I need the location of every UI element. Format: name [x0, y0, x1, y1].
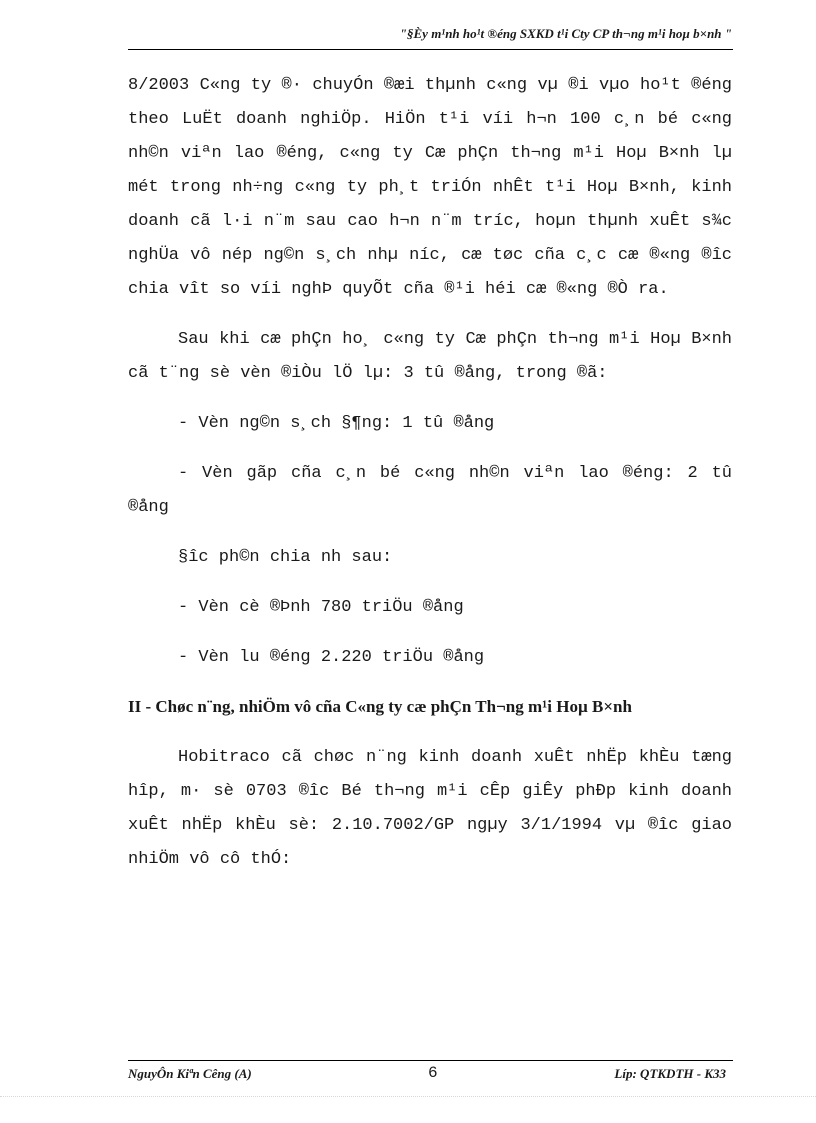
body-text [128, 69, 732, 893]
page-bottom-border [0, 1096, 816, 1097]
list-item-employee-capital: - Vèn gãp cña c¸n bé c«ng nh©n viªn lao ®éng: 2 tû ®ång [128, 464, 732, 517]
running-footer [128, 1066, 732, 1086]
footer-author: NguyÔn Kiªn Cêng (A) [128, 1066, 252, 1081]
page-number: 6 [428, 1064, 438, 1082]
header-rule [128, 49, 733, 50]
paragraph-1: 8/2003 C«ng ty ®· chuyÓn ®æi thµnh c«ng vµ ®i vµo ho¹t ®éng theo LuËt doanh nghiÖp. HiÖn t¹i víi h¬n 100 c¸n bé c«ng nh©n viªn lao ®éng, c«ng ty Cæ phÇn th¬ng m¹i Hoµ B×nh lµ mét trong nh÷ng c«ng ty ph¸t triÓn nhÊt t¹i Hoµ B×nh, kinh doanh cã l·i n¨m sau cao h¬n n¨m tríc, hoµn thµnh xuÊt s¾c nghÜa vô nép ng©n s¸ch nhµ níc, cæ tøc cña c¸c cæ ®«ng ®îc chia vît so víi nghÞ quyÕt cña ®¹i héi cæ ®«ng ®Ò ra. [128, 76, 732, 299]
distribution-intro: §îc ph©n chia nh sau: [178, 548, 393, 567]
list-item-working-capital: - Vèn lu ®éng 2.220 triÖu ®ång [178, 648, 485, 667]
footer-rule [128, 1060, 733, 1061]
paragraph-2: Sau khi cæ phÇn ho¸ c«ng ty Cæ phÇn th¬ng m¹i Hoµ B×nh cã t¨ng sè vèn ®iÒu lÖ lµ: 3 tû ®ång, trong ®ã: [128, 330, 732, 383]
running-header: "§Èy m¹nh ho¹t ®éng SXKD t¹i Cty CP th¬ng m¹i hoµ b×nh " [399, 26, 732, 41]
footer-class: Líp: QTKDTH - K33 [614, 1066, 726, 1081]
paragraph-3: Hobitraco cã chøc n¨ng kinh doanh xuÊt nhËp khÈu tæng hîp, m· sè 0703 ®îc Bé th¬ng m¹i cÊp giÊy phÐp kinh doanh xuÊt nhËp khÈu sè: 2.10.7002/GP ngµy 3/1/1994 vµ ®îc giao nhiÖm vô cô thÓ: [128, 748, 732, 869]
list-item-state-capital: - Vèn ng©n s¸ch §¶ng: 1 tû ®ång [178, 414, 495, 433]
list-item-fixed-capital: - Vèn cè ®Þnh 780 triÖu ®ång [178, 598, 464, 617]
section-heading: II - Chøc n¨ng, nhiÖm vô cña C«ng ty cæ phÇn Th¬ng m¹i Hoµ B×nh [128, 697, 632, 716]
